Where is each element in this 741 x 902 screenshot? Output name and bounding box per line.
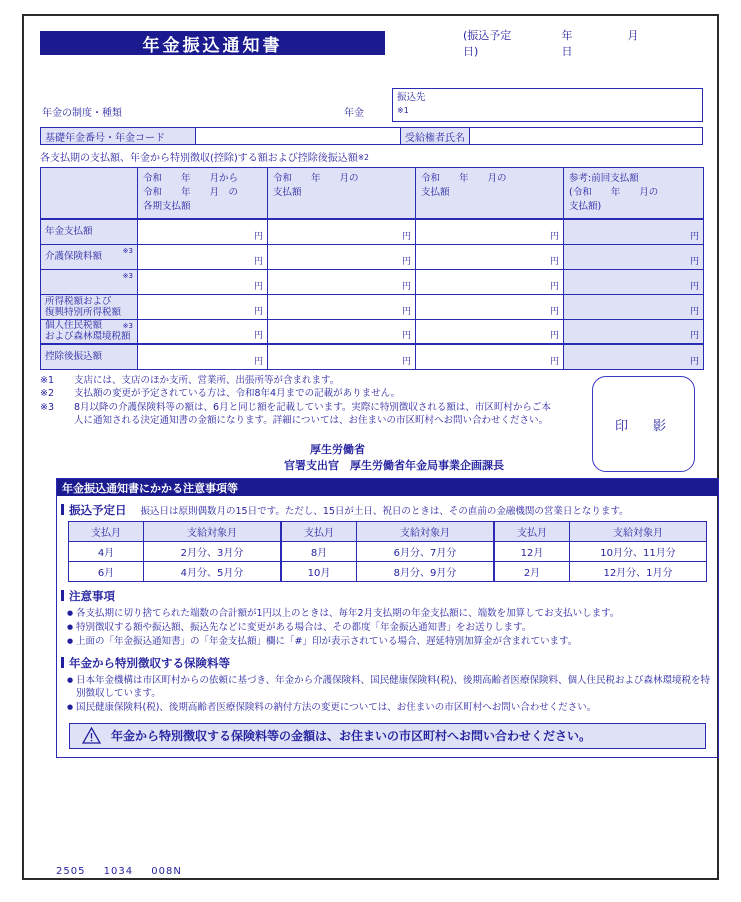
cell-amount-previous[interactable]: 円 [564, 344, 704, 369]
cell-amount[interactable]: 円 [138, 219, 268, 244]
footnote-1 [40, 374, 555, 388]
row-label-net-transfer [41, 344, 138, 369]
notice-section [56, 478, 719, 758]
pension-type-row [40, 90, 703, 124]
col-pay-month-2: 支払月 [281, 522, 357, 542]
col-pay-month-1: 支払月 [69, 522, 144, 542]
table-row [41, 319, 704, 344]
table-row [69, 542, 707, 562]
table-row [41, 294, 704, 319]
recipient-name-value[interactable] [470, 128, 702, 144]
amounts-header-row [41, 168, 704, 220]
cell-target-month: 8月分、9月分 [357, 562, 495, 582]
row-label-text: 控除後振込額 [45, 351, 103, 363]
basic-pension-number-label: 基礎年金番号・年金コード [41, 128, 196, 144]
basic-pension-number-value[interactable] [196, 128, 401, 144]
cell-amount[interactable]: 円 [268, 219, 416, 244]
payment-schedule-table [68, 521, 707, 582]
amounts-header-month-a [268, 168, 416, 220]
table-row [69, 562, 707, 582]
premiums-list [67, 674, 718, 715]
hdr-line: 令和 年 月 の [143, 187, 239, 198]
cell-amount[interactable]: 円 [268, 294, 416, 319]
cell-amount[interactable]: 円 [138, 344, 268, 369]
cell-target-month: 4月分、5月分 [144, 562, 282, 582]
table-row [41, 244, 704, 269]
row-mark: ※3 [122, 321, 133, 330]
footnote-key: ※1 [40, 374, 55, 386]
cell-amount-previous[interactable]: 円 [564, 219, 704, 244]
col-pay-month-3: 支払月 [494, 522, 570, 542]
row-label-blank-insurance [41, 269, 138, 294]
table-row [41, 219, 704, 244]
row-label-resident-tax [41, 319, 138, 344]
section-bar-icon [61, 504, 64, 515]
section-bar-icon [61, 590, 64, 601]
row-label-text: 介護保険料額 [45, 251, 103, 262]
cell-amount[interactable]: 円 [268, 244, 416, 269]
table-row [41, 344, 704, 369]
amounts-header-month-b [416, 168, 564, 220]
cell-amount-previous[interactable]: 円 [564, 244, 704, 269]
title-row [40, 30, 703, 56]
list-item: ● 上面の「年金振込通知書」の「年金支払額」欄に「#」印が表示されている場合、遅延特別加算金が含まれています。 [67, 635, 718, 649]
footnote-2 [40, 387, 555, 401]
ministry-line-2: 官署支出官 厚生労働省年金局事業企画課長 [284, 459, 504, 472]
warning-text: 年金から特別徴収する保険料等の金額は、お住まいの市区町村へお問い合わせください。 [111, 729, 592, 743]
footer-code-3: 008N [151, 866, 182, 877]
hdr-line: 令和 年 月の [273, 173, 359, 184]
table-row [41, 269, 704, 294]
cell-amount[interactable]: 円 [138, 319, 268, 344]
row-label-text: 所得税額および [45, 295, 112, 307]
hdr-line: 令和 年 月の [421, 173, 507, 184]
cell-amount-previous[interactable]: 円 [564, 294, 704, 319]
amounts-header-blank [41, 168, 138, 220]
schedule-header-row [69, 522, 707, 542]
section-bar-icon [61, 657, 64, 668]
cell-amount[interactable]: 円 [268, 269, 416, 294]
cell-target-month: 10月分、11月分 [570, 542, 707, 562]
row-label-text-2: 復興特別所得税額 [45, 306, 122, 318]
recipient-name-label: 受給権者氏名 [401, 128, 470, 144]
cell-amount[interactable]: 円 [416, 294, 564, 319]
caution-list [67, 607, 718, 649]
cell-amount[interactable]: 円 [416, 219, 564, 244]
identity-row [40, 127, 703, 145]
cell-pay-month: 8月 [281, 542, 357, 562]
col-target-month-3: 支給対象月 [570, 522, 707, 542]
transfer-destination-mark: ※1 [397, 106, 409, 115]
hdr-line: 参考:前回支払額 [569, 173, 639, 184]
ministry-signature [284, 442, 504, 474]
section-title: 振込予定日 [69, 503, 127, 517]
sheet-inner [40, 29, 711, 877]
amounts-body [41, 219, 704, 369]
amounts-caption-text: 各支払期の支払額、年金から特別徴収(控除)する額および控除後振込額 [40, 153, 358, 164]
footnote-3 [40, 401, 555, 428]
warning-box [69, 723, 706, 749]
warning-triangle-icon [82, 727, 101, 744]
cell-amount[interactable]: 円 [416, 269, 564, 294]
footer-code [56, 866, 196, 877]
cell-amount[interactable]: 円 [138, 244, 268, 269]
hdr-line: 支払額 [273, 187, 302, 198]
amounts-header-period [138, 168, 268, 220]
notification-sheet [22, 14, 719, 880]
col-target-month-2: 支給対象月 [357, 522, 495, 542]
hdr-line: 各期支払額 [143, 201, 191, 212]
footer-code-1: 2505 [56, 866, 86, 877]
section-heading-caution [61, 588, 718, 604]
cell-amount[interactable]: 円 [416, 244, 564, 269]
cell-amount[interactable]: 円 [268, 344, 416, 369]
cell-amount-previous[interactable]: 円 [564, 269, 704, 294]
hdr-line: 支払額) [569, 201, 602, 212]
section-heading-premiums [61, 655, 718, 671]
list-item: ● 国民健康保険料(税)、後期高齢者医療保険料の納付方法の変更については、お住まいの市区町村へお問い合わせください。 [67, 701, 718, 715]
cell-amount[interactable]: 円 [138, 294, 268, 319]
col-target-month-1: 支給対象月 [144, 522, 282, 542]
section-subtitle: 振込日は原則偶数月の15日です。ただし、15日が土日、祝日のときは、その直前の金融機関の営業日となります。 [140, 506, 629, 517]
footnote-text: 8月以降の介護保険料等の額は、6月と同じ額を記載しています。実際に特別徴収される額は、市区町村からご本人に通知される決定通知書の金額になります。詳細については、お住まいの市区町村へお問い合わせください。 [74, 401, 551, 426]
amounts-caption-mark: ※2 [357, 153, 369, 162]
cell-pay-month: 6月 [69, 562, 144, 582]
cell-pay-month: 10月 [281, 562, 357, 582]
section-title: 年金から特別徴収する保険料等 [69, 655, 230, 670]
cell-pay-month: 12月 [494, 542, 570, 562]
hdr-line: 令和 年 月から [143, 173, 239, 184]
scheduled-date-ymd: 年 月 日 [561, 29, 694, 58]
list-item: ● 各支払期に切り捨てられた端数の合計額が1円以上のときは、毎年2月支払期の年金支払額に、端数を加算してお支払いします。 [67, 607, 718, 621]
footnotes [40, 374, 555, 428]
cell-amount[interactable]: 円 [416, 319, 564, 344]
footnote-key: ※2 [40, 388, 55, 399]
amounts-header-previous [564, 168, 704, 220]
pension-system-label: 年金の制度・種類 [42, 108, 122, 119]
row-label-care-insurance [41, 244, 138, 269]
row-label-pension-payment [41, 219, 138, 244]
row-label-text-2: および森林環境税額 [45, 331, 131, 343]
footer-code-2: 1034 [103, 866, 134, 877]
section-heading-schedule [61, 502, 718, 518]
hdr-line: 支払額 [421, 187, 450, 198]
list-item: ● 日本年金機構は市区町村からの依頼に基づき、年金から介護保険料、国民健康保険料(税)、後期高齢者医療保険料、個人住民税および森林環境税を特別徴収しています。 [67, 674, 718, 701]
scheduled-date-label: (振込予定日) [463, 29, 512, 58]
cell-pay-month: 2月 [494, 562, 570, 582]
ministry-line-1: 厚生労働省 [310, 443, 365, 456]
hdr-line: (令和 年 月の [569, 187, 659, 198]
cell-amount[interactable]: 円 [416, 344, 564, 369]
cell-target-month: 6月分、7月分 [357, 542, 495, 562]
page-title: 年金振込通知書 [40, 31, 385, 55]
amounts-table [40, 167, 704, 370]
cell-target-month: 2月分、3月分 [144, 542, 282, 562]
row-mark: ※3 [122, 271, 133, 280]
scheduled-date-group [385, 27, 703, 59]
list-item: ● 特別徴収する額や振込額、振込先などに変更がある場合は、その都度「年金振込通知書」をお送りします。 [67, 621, 718, 635]
row-label-text: 年金支払額 [45, 226, 93, 238]
amounts-table-caption [40, 149, 703, 164]
section-title: 注意事項 [69, 589, 115, 603]
cell-pay-month: 4月 [69, 542, 144, 562]
seal-box: 印 影 [592, 376, 695, 472]
transfer-destination-box[interactable] [392, 88, 703, 122]
footnote-key: ※3 [40, 401, 55, 413]
footnote-text: 支払額の変更が予定されている方は、令和8年4月までの記載がありません。 [74, 388, 401, 399]
cell-amount[interactable]: 円 [268, 319, 416, 344]
notice-heading: 年金振込通知書にかかる注意事項等 [57, 479, 718, 496]
row-label-text: 個人住民税額 [45, 320, 103, 332]
cell-target-month: 12月分、1月分 [570, 562, 707, 582]
transfer-destination-label: 振込先 [397, 92, 426, 103]
cell-amount-previous[interactable]: 円 [564, 319, 704, 344]
footnote-text: 支店には、支店のほか支所、営業所、出張所等が含まれます。 [74, 374, 340, 386]
pension-label: 年金 [344, 108, 364, 119]
cell-amount[interactable]: 円 [138, 269, 268, 294]
row-mark: ※3 [122, 246, 133, 255]
row-label-income-tax [41, 294, 138, 319]
